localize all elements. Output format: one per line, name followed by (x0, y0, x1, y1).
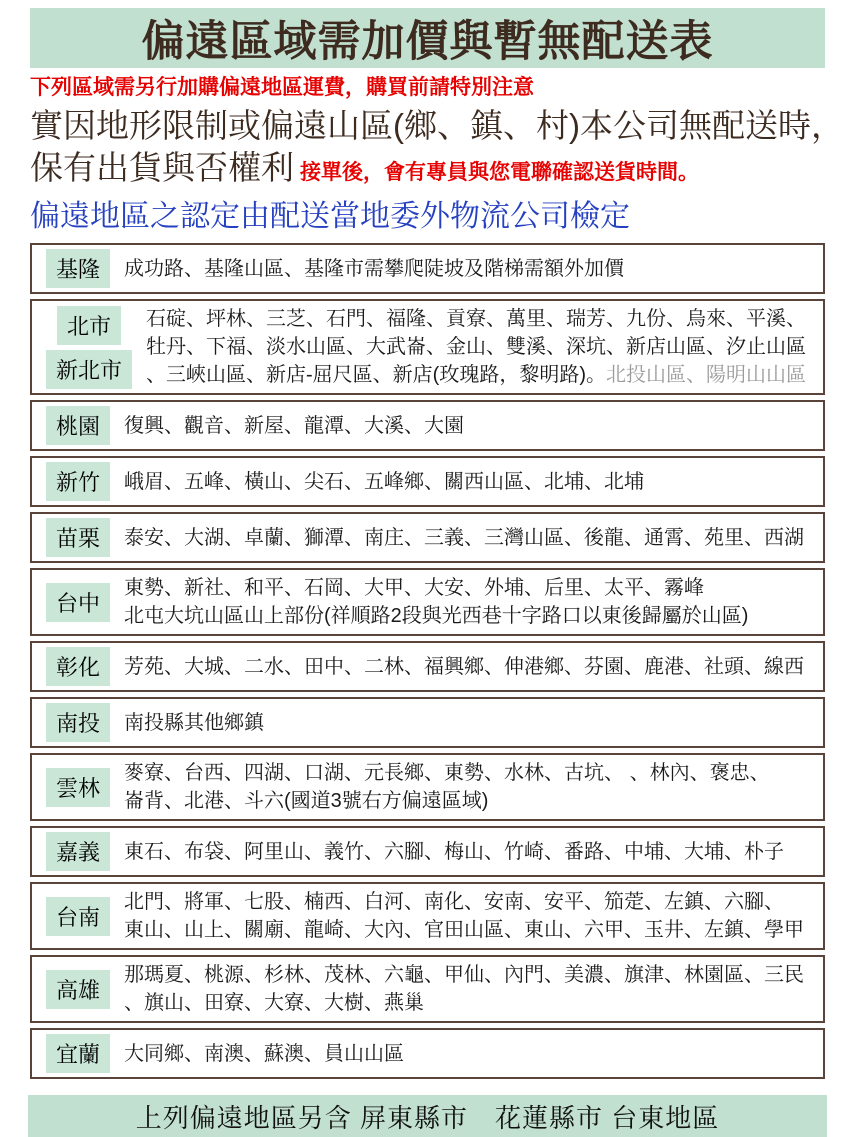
region-areas-line (124, 468, 815, 496)
notice-line-2 (30, 147, 825, 189)
region-label: 雲林 (46, 768, 110, 807)
region-labels (46, 583, 110, 622)
areas-text: 那瑪夏、桃源、杉林、茂林、六龜、甲仙、內門、美濃、旗津、林園區、三民 (124, 964, 805, 987)
region-label: 新北市 (46, 350, 132, 389)
areas-text: 、旗山、田寮、大寮、大樹、燕巢 (124, 992, 425, 1015)
areas-text: 成功路、基隆山區、基隆市需攀爬陡坡及階梯需額外加價 (124, 257, 625, 280)
areas-text: 、三峽山區、新店-屈尺區、新店(玫瑰路，黎明路)。 (146, 364, 606, 387)
region-row (30, 641, 825, 692)
region-areas (124, 574, 815, 630)
areas-text: 東山、山上、關廟、龍崎、大內、官田山區、東山、六甲、玉井、左鎮、學甲 (124, 919, 805, 942)
areas-text: 芳苑、大城、二水、田中、二林、福興鄉、伸港鄉、芬園、鹿港、社頭、線西 (124, 655, 805, 678)
region-areas (146, 305, 815, 389)
footer-text: 上列偏遠地區另含 屏東縣市 花蓮縣市 台東地區 (135, 1102, 720, 1133)
region-areas-line (124, 961, 815, 989)
region-areas-line (124, 888, 815, 916)
region-areas (124, 255, 815, 283)
region-labels (46, 970, 110, 1009)
notice-line-1: 實因地形限制或偏遠山區(鄉、鎮、村)本公司無配送時， (30, 107, 844, 144)
region-labels (46, 406, 110, 445)
areas-text: 牡丹、下福、淡水山區、大武崙、金山、雙溪、深坑、新店山區、汐止山區 (146, 336, 807, 359)
region-labels (46, 306, 132, 389)
region-label: 基隆 (46, 249, 110, 288)
region-areas-line (124, 602, 815, 630)
notice-line-2-red: 接單後，會有專員與您電聯確認送貨時間。 (300, 160, 699, 185)
areas-text: 泰安、大湖、卓蘭、獅潭、南庄、三義、三灣山區、後龍、通霄、苑里、西湖 (124, 526, 805, 549)
region-labels (46, 832, 110, 871)
region-areas-line (124, 524, 815, 552)
region-areas-line (124, 787, 815, 815)
region-areas (124, 468, 815, 496)
areas-text: 石碇、坪林、三芝、石門、福隆、貢寮、萬里、瑞芳、九份、烏來、平溪、 (146, 308, 807, 331)
region-row (30, 400, 825, 451)
region-label: 嘉義 (46, 832, 110, 871)
footer-note-bar (28, 1095, 827, 1137)
region-row (30, 243, 825, 294)
region-row (30, 512, 825, 563)
areas-text: 北屯大坑山區山上部份(祥順路2段與光西巷十字路口以東後歸屬於山區) (124, 605, 749, 628)
region-labels (46, 768, 110, 807)
region-labels (46, 249, 110, 288)
region-row (30, 955, 825, 1023)
region-table (30, 243, 825, 1079)
region-areas (124, 961, 815, 1017)
region-areas-line (146, 361, 815, 389)
page-title: 偏遠區域需加價與暫無配送表 (141, 17, 714, 66)
region-row (30, 882, 825, 950)
region-areas-line (146, 333, 815, 361)
region-row (30, 299, 825, 395)
region-row (30, 697, 825, 748)
areas-text: 北門、將軍、七股、楠西、白河、南化、安南、安平、笳萣、左鎮、六腳、 (124, 891, 785, 914)
region-label: 苗栗 (46, 518, 110, 557)
region-areas-line (124, 838, 815, 866)
region-row (30, 753, 825, 821)
warning-text: 下列區域需另行加購偏遠地區運費，購買前請特別注意 (30, 75, 534, 99)
region-label: 南投 (46, 703, 110, 742)
region-areas (124, 1040, 815, 1068)
areas-text: 南投縣其他鄉鎮 (124, 711, 265, 734)
region-labels (46, 647, 110, 686)
areas-text: 復興、觀音、新屋、龍潭、大溪、大園 (124, 414, 465, 437)
region-areas (124, 888, 815, 944)
region-areas-line (124, 255, 815, 283)
region-areas-line (124, 574, 815, 602)
areas-text: 東石、布袋、阿里山、義竹、六腳、梅山、竹崎、番路、中埔、大埔、朴子 (124, 840, 785, 863)
region-areas-line (124, 412, 815, 440)
areas-text: 東勢、新社、和平、石岡、大甲、大安、外埔、后里、太平、霧峰 (124, 577, 705, 600)
region-row (30, 826, 825, 877)
region-areas-line (124, 989, 815, 1017)
notice-line-2-main: 保有出貨與否權利 (30, 149, 294, 187)
region-areas-line (124, 1040, 815, 1068)
page-title-bar (30, 8, 825, 68)
region-label: 高雄 (46, 970, 110, 1009)
region-labels (46, 897, 110, 936)
region-label: 北市 (57, 306, 121, 345)
region-label: 新竹 (46, 462, 110, 501)
areas-text: 麥寮、台西、四湖、口湖、元長鄉、東勢、水林、古坑、 、林內、褒忠、 (124, 762, 770, 785)
region-row (30, 456, 825, 507)
region-areas-line (124, 916, 815, 944)
region-labels (46, 703, 110, 742)
region-label: 宜蘭 (46, 1034, 110, 1073)
region-areas-line (124, 653, 815, 681)
region-labels (46, 1034, 110, 1073)
region-label: 台南 (46, 897, 110, 936)
region-label: 彰化 (46, 647, 110, 686)
region-areas (124, 838, 815, 866)
areas-text: 大同鄉、南澳、蘇澳、員山山區 (124, 1042, 405, 1065)
region-label: 桃園 (46, 406, 110, 445)
region-areas (124, 759, 815, 815)
region-label: 台中 (46, 583, 110, 622)
region-areas-line (124, 709, 815, 737)
region-areas-line (124, 759, 815, 787)
areas-text-muted: 北投山區、陽明山山區 (606, 364, 806, 387)
region-areas (124, 412, 815, 440)
region-areas (124, 653, 815, 681)
verification-note: 偏遠地區之認定由配送當地委外物流公司檢定 (30, 200, 630, 234)
region-areas (124, 709, 815, 737)
areas-text: 峨眉、五峰、橫山、尖石、五峰鄉、關西山區、北埔、北埔 (124, 470, 645, 493)
region-row (30, 568, 825, 636)
region-row (30, 1028, 825, 1079)
region-areas (124, 524, 815, 552)
region-labels (46, 518, 110, 557)
areas-text: 崙背、北港、斗六(國道3號右方偏遠區域) (124, 790, 489, 813)
region-areas-line (146, 305, 815, 333)
region-labels (46, 462, 110, 501)
